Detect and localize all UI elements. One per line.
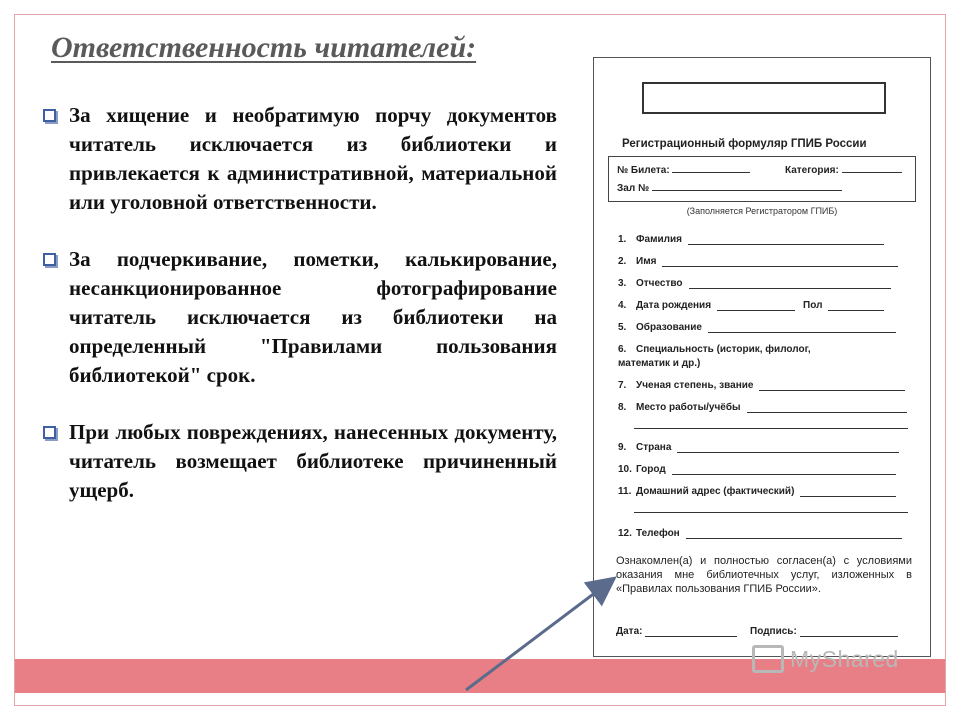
form-field-2: 2. Имя <box>618 256 898 267</box>
form-field-4: 4. Дата рождения Пол <box>618 300 884 311</box>
form-field-12: 12. Телефон <box>618 528 902 539</box>
hall-label: Зал № <box>617 183 650 194</box>
form-field-1: 1. Фамилия <box>618 234 884 245</box>
form-field-3: 3. Отчество <box>618 278 891 289</box>
ticket-label: № Билета: <box>617 165 670 176</box>
form-title: Регистрационный формуляр ГПИБ России <box>622 138 867 150</box>
date-label: Дата: <box>616 626 643 637</box>
form-field-6-line2: математик и др.) <box>618 358 701 369</box>
form-field-10: 10. Город <box>618 464 896 475</box>
form-field-11: 11. Домашний адрес (фактический) <box>618 486 896 497</box>
gender-label: Пол <box>803 300 823 311</box>
presentation-board-icon <box>752 645 784 673</box>
bullet-text: За подчеркивание, пометки, калькирование, несанкционированное фотографирование читатель исключается из библиотеки на определенный "Правилами пользования библиотекой" срок. <box>69 247 557 387</box>
form-field-8: 8. Место работы/учёбы <box>618 402 907 413</box>
form-field-6: 6. Специальность (историк, филолог, <box>618 344 811 355</box>
category-label: Категория: <box>785 165 839 176</box>
slide-title: Ответственность читателей: <box>51 31 477 64</box>
form-note: (Заполняется Регистратором ГПИБ) <box>686 206 838 216</box>
logo-text: MyShared <box>790 645 899 672</box>
bullet-text: За хищение и необратимую порчу документов читатель исключается из библиотеки и привлекается к административной, материальной или уголовной ответственности. <box>69 103 557 214</box>
form-field-5: 5. Образование <box>618 322 896 333</box>
bullet-text: При любых повреждениях, нанесенных документу, читатель возмещает библиотеке причиненный ущерб. <box>69 420 557 502</box>
signature-label: Подпись: <box>750 626 797 637</box>
myshared-logo <box>752 644 899 674</box>
form-field-7: 7. Ученая степень, звание <box>618 380 905 391</box>
form-consent-text: Ознакомлен(а) и полностью согласен(а) с условиями оказания мне библиотечных услуг, изложенных в «Правилах пользования ГПИБ России». <box>616 555 912 595</box>
form-field-9: 9. Страна <box>618 442 899 453</box>
